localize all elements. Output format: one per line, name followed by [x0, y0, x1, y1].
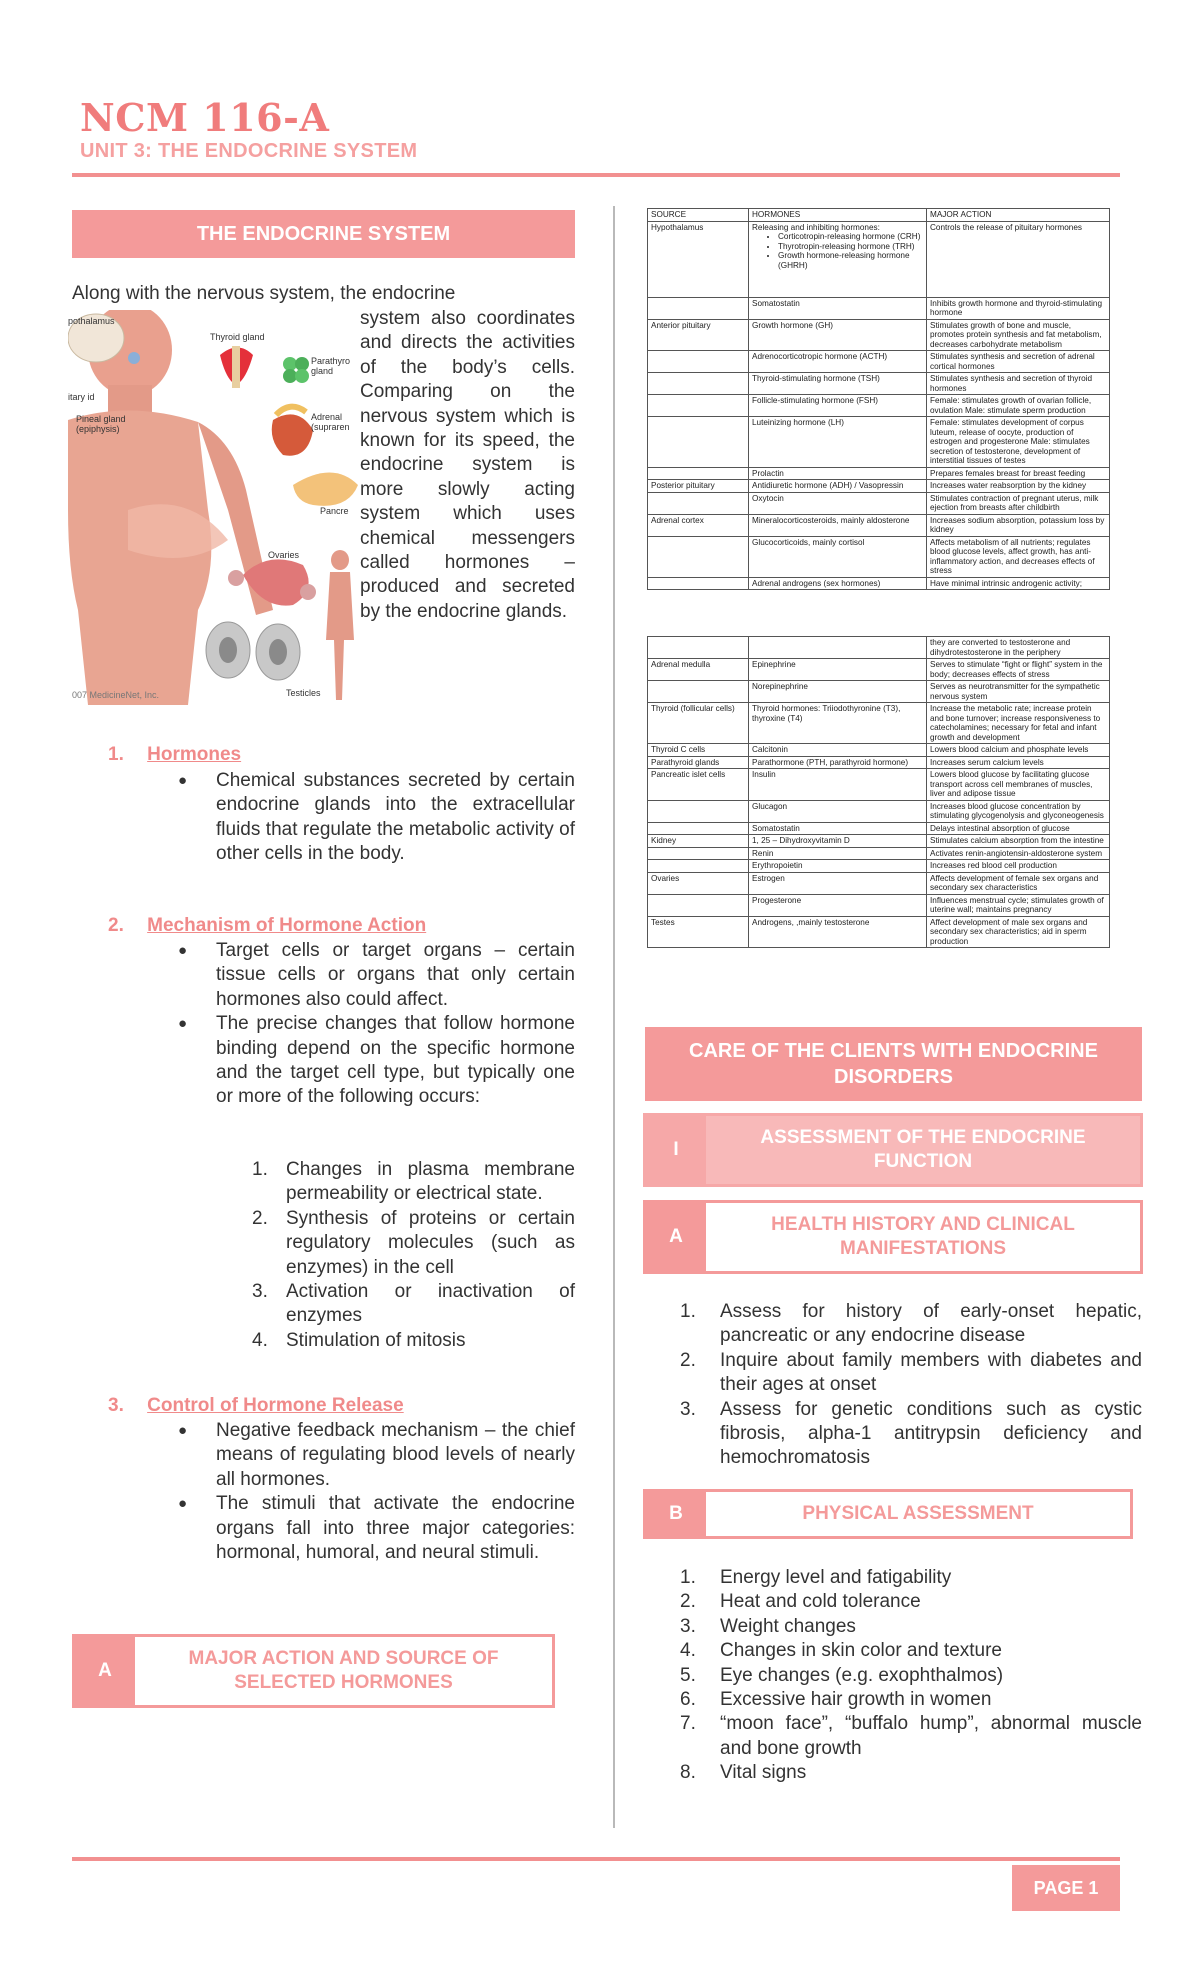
item-number: 4. — [252, 1329, 268, 1351]
intro-top: Along with the nervous system, the endocrine — [72, 283, 456, 304]
item-text: Stimulation of mitosis — [286, 1329, 466, 1351]
item-text: Heat and cold tolerance — [720, 1591, 921, 1613]
table-cell: Prolactin — [749, 467, 927, 480]
table-cell: Stimulates synthesis and secretion of adrenal cortical hormones — [927, 351, 1110, 373]
list-item: ● Negative feedback mechanism – the chief means of regulating blood levels of nearly all hormones. — [178, 1419, 575, 1492]
list-item: ● Target cells or target organs – certain tissue cells or organs that only certain hormones also could affect. — [178, 939, 575, 1012]
table-cell: Have minimal intrinsic androgenic activity; — [927, 577, 1110, 590]
list-item — [680, 1590, 1142, 1614]
footer-divider — [72, 1857, 1120, 1861]
list-item: ● The precise changes that follow hormone binding depend on the specific hormone and the target cell type, but typically one or more of the following occurs: — [178, 1012, 575, 1110]
table-cell: Affects metabolism of all nutrients; regulates blood glucose levels, affect growth, has anti-inflammatory action, and decreases effects of stress — [927, 536, 1110, 577]
table-cell: they are converted to testosterone and dihydrotestosterone in the periphery — [927, 637, 1110, 659]
item-number: 2. — [680, 1591, 696, 1613]
item-text: Energy level and fatigability — [720, 1567, 952, 1588]
label-pineal: Pineal gland (epiphysis) — [76, 414, 126, 434]
label-testicles: Testicles — [286, 688, 321, 698]
list-item: • Corticotropin-releasing hormone (CRH) — [778, 232, 923, 242]
control-bullets — [178, 1419, 575, 1565]
item-text: Vital signs — [720, 1762, 807, 1784]
table-cell: Serves to stimulate “fight or flight” system in the body; decreases effects of stress — [927, 659, 1110, 681]
mechanism-link[interactable]: Mechanism of Hormone Action — [147, 915, 427, 936]
table-cell: Thyroid hormones: Triiodothyronine (T3), thyroxine (T4) — [749, 703, 927, 744]
item-number: 3. — [252, 1281, 268, 1303]
table-cell: Oxytocin — [749, 492, 927, 514]
label-thyroid: Thyroid gland — [210, 332, 265, 342]
item-number: 4. — [680, 1640, 696, 1662]
table-row — [648, 847, 1110, 860]
list-item — [680, 1761, 1142, 1785]
section-number: 1. — [108, 744, 124, 765]
label-hypothalamus: pothalamus — [68, 316, 115, 326]
item-text: Inquire about family members with diabetes and their ages at onset — [720, 1349, 1142, 1396]
table-row — [648, 536, 1110, 577]
mechanism-sublist — [252, 1158, 575, 1353]
table-cell: Kidney — [648, 835, 749, 848]
endocrine-system-banner — [72, 210, 575, 258]
list-item: • Thyrotropin-releasing hormone (TRH) — [778, 242, 923, 252]
hormones-link[interactable]: Hormones — [147, 744, 242, 765]
list-item: ● Chemical substances secreted by certain endocrine glands into the extracellular fluids that regulate the metabolic activity of other cells in the body. — [178, 769, 575, 867]
item-text: Activation or inactivation of enzymes — [286, 1281, 575, 1327]
table-cell: Affect development of male sex organs and secondary sex characteristics; aid in sperm production — [927, 916, 1110, 948]
table-cell: Increases serum calcium levels — [927, 756, 1110, 769]
item-number: 2. — [680, 1349, 696, 1371]
item-number: 7. — [680, 1713, 696, 1735]
table-row — [648, 744, 1110, 757]
table-cell: Adrenocorticotropic hormone (ACTH) — [749, 351, 927, 373]
table-cell: Increase the metabolic rate; increase protein and bone turnover; increase responsiveness to catecholamines; necessary for fetal and infant growth and development — [927, 703, 1110, 744]
care-clients-banner — [645, 1027, 1142, 1101]
table-cell — [648, 860, 749, 873]
table-row — [648, 637, 1110, 659]
table-cell: Follicle-stimulating hormone (FSH) — [749, 395, 927, 417]
item-text: Eye changes (e.g. exophthalmos) — [720, 1664, 1004, 1686]
table-row — [648, 681, 1110, 703]
list-item — [680, 1349, 1142, 1398]
intro-rest: system also coordinates and directs the activities of the body’s cells. Comparing on the nervous system which is known for its speed, the endocrine system is more slowly acting system which uses chemical messengers called hormones – produced and secreted by the endocrine glands. — [360, 308, 575, 622]
section-hormones-heading — [108, 744, 241, 766]
table-cell: Delays intestinal absorption of glucose — [927, 822, 1110, 835]
item-text: Weight changes — [720, 1615, 856, 1637]
table-cell: Anterior pituitary — [648, 319, 749, 351]
course-title: NCM 116-A — [80, 95, 330, 140]
hormones-table-2 — [647, 636, 1110, 948]
tag-label: ASSESSMENT OF THE ENDOCRINE FUNCTION — [706, 1116, 1140, 1184]
table-cell: Mineralocorticosteroids, mainly aldosterone — [749, 514, 927, 536]
table-cell: Adrenal medulla — [648, 659, 749, 681]
table-cell — [648, 681, 749, 703]
table-cell — [648, 467, 749, 480]
table-cell: Affects development of female sex organs and secondary sex characteristics — [927, 872, 1110, 894]
table-row — [648, 480, 1110, 493]
table-row — [648, 835, 1110, 848]
label-parathyroid: Parathyro gland — [311, 356, 351, 376]
table-cell: Ovaries — [648, 872, 749, 894]
item-number: 8. — [680, 1762, 696, 1784]
table-cell: Stimulates contraction of pregnant uterus, milk ejection from breasts after childbirth — [927, 492, 1110, 514]
table-cell — [648, 637, 749, 659]
table-row — [648, 703, 1110, 744]
table-cell: Progesterone — [749, 894, 927, 916]
item-number: 6. — [680, 1689, 696, 1711]
table-cell: Activates renin-angiotensin-aldosterone system — [927, 847, 1110, 860]
physical-assessment-tag — [643, 1489, 1133, 1539]
table-cell: Controls the release of pituitary hormones — [927, 221, 1110, 297]
item-number: 1. — [680, 1567, 696, 1588]
table-row — [648, 894, 1110, 916]
table-cell — [648, 492, 749, 514]
list-item — [252, 1329, 575, 1353]
section-mechanism-heading — [108, 915, 426, 937]
table-cell: Testes — [648, 916, 749, 948]
table-row — [648, 395, 1110, 417]
table-cell: Stimulates calcium absorption from the intestine — [927, 835, 1110, 848]
table-cell: Glucocorticoids, mainly cortisol — [749, 536, 927, 577]
table-header-row — [648, 209, 1110, 222]
header-divider — [72, 173, 1120, 177]
table-cell: 1, 25 – Dihydroxyvitamin D — [749, 835, 927, 848]
banner-label: THE ENDOCRINE SYSTEM — [196, 222, 451, 245]
banner-label: CARE OF THE CLIENTS WITH ENDOCRINE DISORDERS — [689, 1040, 1098, 1088]
table-cell: Female: stimulates growth of ovarian follicle, ovulation Male: stimulate sperm production — [927, 395, 1110, 417]
table-cell: Increases sodium absorption, potassium loss by kidney — [927, 514, 1110, 536]
table-row — [648, 319, 1110, 351]
table-cell: Increases water reabsorption by the kidney — [927, 480, 1110, 493]
header-cell: MAJOR ACTION — [927, 209, 1110, 222]
table-cell: Thyroid (follicular cells) — [648, 703, 749, 744]
table-row — [648, 492, 1110, 514]
label-adrenal: Adrenal (supraren — [311, 412, 350, 432]
hormones-table-1 — [647, 208, 1110, 590]
list-item — [680, 1712, 1142, 1761]
table-row — [648, 872, 1110, 894]
header-cell: HORMONES — [749, 209, 927, 222]
physical-assessment-list — [680, 1566, 1142, 1786]
list-item — [252, 1158, 575, 1207]
list-item — [680, 1688, 1142, 1712]
tag-label: MAJOR ACTION AND SOURCE OF SELECTED HORMONES — [135, 1637, 552, 1705]
table-cell: Increases blood glucose concentration by stimulating glycogenolysis and glyconeogenesis — [927, 800, 1110, 822]
item-text: Changes in plasma membrane permeability or electrical state. — [286, 1159, 575, 1205]
table-cell — [749, 221, 927, 297]
table-row — [648, 373, 1110, 395]
table-cell: Pancreatic islet cells — [648, 769, 749, 801]
mechanism-bullets — [178, 939, 575, 1110]
table-cell: Adrenal cortex — [648, 514, 749, 536]
table-cell: Erythropoietin — [749, 860, 927, 873]
table-cell: Female: stimulates development of corpus luteum, release of oocyte, production of estrogen and progesterone Male: stimulates secretion of testosterone, development of interstitial tissues of testes — [927, 417, 1110, 468]
column-divider — [613, 206, 615, 1828]
endocrine-glands-figure — [68, 310, 358, 705]
tag-letter: A — [98, 1660, 112, 1681]
table-cell: Glucagon — [749, 800, 927, 822]
control-link[interactable]: Control of Hormone Release — [147, 1395, 404, 1416]
table-cell: Lowers blood glucose by facilitating glucose transport across cell membranes of muscles, liver and adipose tissue — [927, 769, 1110, 801]
table-cell: Influences menstrual cycle; stimulates growth of uterine wall; maintains pregnancy — [927, 894, 1110, 916]
table-cell: Increases red blood cell production — [927, 860, 1110, 873]
table-row — [648, 916, 1110, 948]
table-cell: Growth hormone (GH) — [749, 319, 927, 351]
list-item — [252, 1207, 575, 1280]
table-row — [648, 800, 1110, 822]
table-cell — [648, 417, 749, 468]
table-row — [648, 351, 1110, 373]
tag-label: HEALTH HISTORY AND CLINICAL MANIFESTATIONS — [706, 1203, 1140, 1271]
assessment-tag — [643, 1113, 1143, 1187]
table-cell: Somatostatin — [749, 822, 927, 835]
table-cell: Stimulates synthesis and secretion of thyroid hormones — [927, 373, 1110, 395]
table-cell: Renin — [749, 847, 927, 860]
table-row — [648, 221, 1110, 297]
tag-letter: I — [673, 1139, 679, 1160]
releasing-hormones-list — [752, 232, 923, 270]
table-cell: Androgens, ,mainly testosterone — [749, 916, 927, 948]
health-history-tag — [643, 1200, 1143, 1274]
table-cell — [648, 536, 749, 577]
table-cell: Norepinephrine — [749, 681, 927, 703]
table-cell: Luteinizing hormone (LH) — [749, 417, 927, 468]
table-row — [648, 297, 1110, 319]
table-cell — [648, 395, 749, 417]
table-row — [648, 860, 1110, 873]
list-item — [680, 1566, 1142, 1590]
table-cell: Inhibits growth hormone and thyroid-stimulating hormone — [927, 297, 1110, 319]
table-row — [648, 467, 1110, 480]
table-row — [648, 756, 1110, 769]
header-cell: SOURCE — [648, 209, 749, 222]
table-cell: Posterior pituitary — [648, 480, 749, 493]
table-row — [648, 769, 1110, 801]
list-item — [680, 1300, 1142, 1349]
item-number: 3. — [680, 1615, 696, 1637]
table-row — [648, 514, 1110, 536]
hormones-bullets — [178, 769, 575, 867]
table-cell — [648, 577, 749, 590]
table-cell: Adrenal androgens (sex hormones) — [749, 577, 927, 590]
table-cell: Thyroid-stimulating hormone (TSH) — [749, 373, 927, 395]
item-text: Changes in skin color and texture — [720, 1640, 1002, 1662]
list-item — [680, 1639, 1142, 1663]
major-action-tag — [72, 1634, 555, 1708]
tag-letter: A — [669, 1226, 683, 1247]
cell-text: Releasing and inhibiting hormones: — [752, 222, 880, 232]
list-item — [680, 1615, 1142, 1639]
label-ovaries: Ovaries — [268, 550, 300, 560]
table-cell — [648, 373, 749, 395]
item-text: Synthesis of proteins or certain regulatory molecules (such as enzymes) in the cell — [286, 1207, 575, 1278]
table-cell — [648, 800, 749, 822]
table-cell: Insulin — [749, 769, 927, 801]
table-cell: Prepares females breast for breast feeding — [927, 467, 1110, 480]
table-cell — [648, 894, 749, 916]
table-cell: Antidiuretic hormone (ADH) / Vasopressin — [749, 480, 927, 493]
table-row — [648, 659, 1110, 681]
item-number: 3. — [680, 1398, 696, 1420]
label-pancreas: Pancre — [320, 506, 349, 516]
figure-credit: 007 MedicineNet, Inc. — [72, 690, 160, 700]
tag-letter: B — [669, 1503, 683, 1524]
item-text: Assess for history of early-onset hepatic, pancreatic or any endocrine disease — [720, 1301, 1142, 1347]
table-cell: Parathyroid glands — [648, 756, 749, 769]
table-cell: Serves as neurotransmitter for the sympathetic nervous system — [927, 681, 1110, 703]
label-pituitary: itary id — [68, 392, 95, 402]
section-number: 3. — [108, 1395, 124, 1416]
list-item — [680, 1398, 1142, 1471]
section-control-heading — [108, 1395, 404, 1417]
table-cell: Estrogen — [749, 872, 927, 894]
table-cell: Stimulates growth of bone and muscle, promotes protein synthesis and fat metabolism, decreases carbohydrate metabolism — [927, 319, 1110, 351]
page-number-badge — [1012, 1865, 1120, 1911]
item-number: 2. — [252, 1207, 268, 1229]
table-cell: Hypothalamus — [648, 221, 749, 297]
table-cell: Thyroid C cells — [648, 744, 749, 757]
table-cell: Lowers blood calcium and phosphate levels — [927, 744, 1110, 757]
list-item — [252, 1280, 575, 1329]
unit-subtitle: UNIT 3: THE ENDOCRINE SYSTEM — [80, 140, 418, 162]
table-cell — [648, 822, 749, 835]
table-cell: Somatostatin — [749, 297, 927, 319]
list-item: • Growth hormone-releasing hormone (GHRH) — [778, 251, 923, 270]
table-cell — [648, 351, 749, 373]
table-cell: Epinephrine — [749, 659, 927, 681]
table-row — [648, 822, 1110, 835]
table-cell: Parathormone (PTH, parathyroid hormone) — [749, 756, 927, 769]
table-cell — [749, 637, 927, 659]
table-row — [648, 417, 1110, 468]
table-cell — [648, 847, 749, 860]
table-cell — [648, 297, 749, 319]
item-text: Assess for genetic conditions such as cystic fibrosis, alpha-1 antitrypsin deficiency and hemochromatosis — [720, 1398, 1142, 1469]
item-text: Excessive hair growth in women — [720, 1689, 992, 1711]
tag-label: PHYSICAL ASSESSMENT — [706, 1492, 1130, 1536]
health-history-list — [680, 1300, 1142, 1471]
item-number: 1. — [680, 1301, 696, 1322]
list-item — [680, 1664, 1142, 1688]
item-number: 1. — [252, 1159, 268, 1180]
item-number: 5. — [680, 1664, 696, 1686]
section-number: 2. — [108, 915, 124, 936]
item-text: “moon face”, “buffalo hump”, abnormal muscle and bone growth — [720, 1713, 1142, 1759]
table-cell: Calcitonin — [749, 744, 927, 757]
list-item: ● The stimuli that activate the endocrine organs fall into three major categories: hormonal, humoral, and neural stimuli. — [178, 1492, 575, 1565]
table-row — [648, 577, 1110, 590]
page-number: PAGE 1 — [1033, 1877, 1099, 1898]
